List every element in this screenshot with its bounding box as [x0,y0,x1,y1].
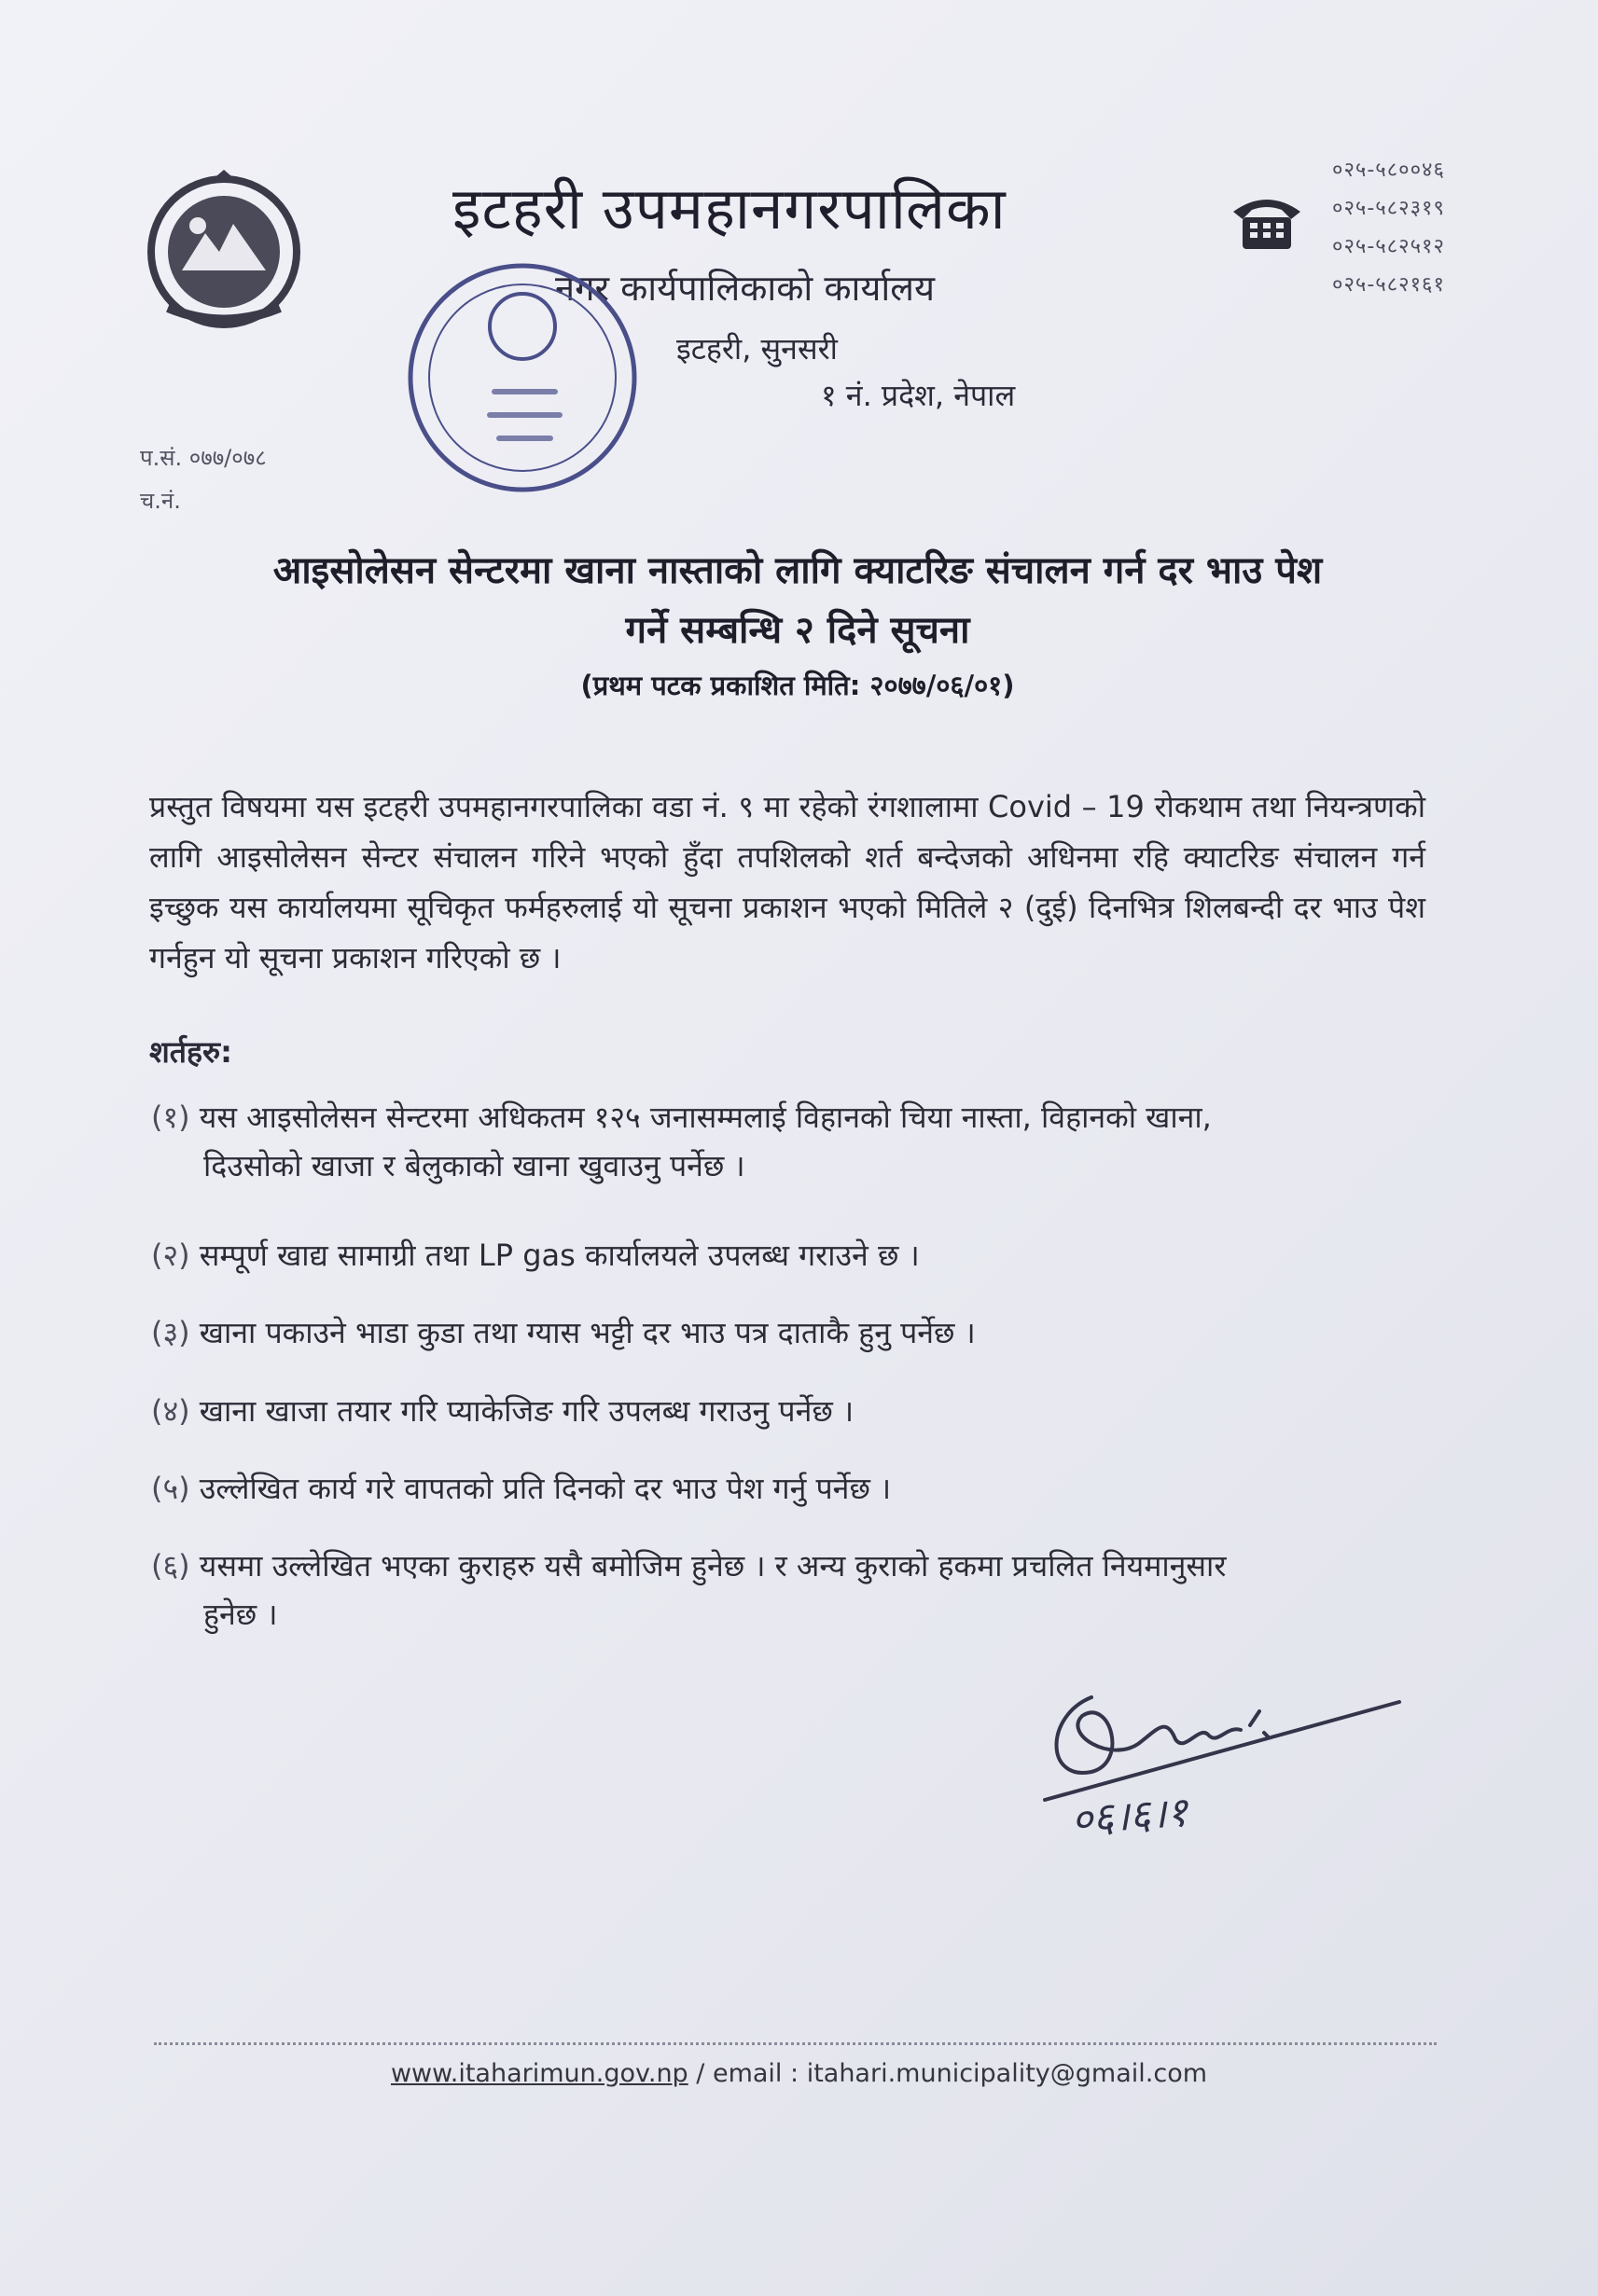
notice-body: प्रस्तुत विषयमा यस इटहरी उपमहानगरपालिका वडा नं. ९ मा रहेको रंगशालामा Covid – 19 रोकथाम तथा नियन्त्रणको लागि आइसोलेसन सेन्टर संचालन गरिने भएको हुँदा तपशिलको शर्त बन्देजको अधिनमा रहि क्याटरिङ संचालन गर्न इच्छुक यस कार्यालयमा सूचिकृत फर्महरुलाई यो सूचना प्रकाशन भएको मितिले २ (दुई) दिनभित्र शिलबन्दी दर भाउ पेश गर्नहुन यो सूचना प्रकाशन गरिएको छ । [149,789,1425,975]
condition-text: यसमा उल्लेखित भएका कुराहरु यसै बमोजिम हुनेछ । र अन्य कुराको हकमा प्रचलित नियमानुसार [199,1548,1227,1584]
email-link[interactable]: itahari.municipality@gmail.com [806,2059,1208,2088]
phone-number: ०२५-५८२१६१ [1332,273,1445,297]
reference-number: प.सं. ०७७/०७८ [140,445,267,471]
notice-heading [140,541,1455,707]
municipality-title: इटहरी उपमहानगरपालिका [452,174,1007,242]
phone-number: ०२५-५८००४६ [1332,159,1445,182]
condition-number: (६) [151,1548,190,1584]
office-stamp-icon [396,252,648,504]
condition-item [151,1231,1427,1279]
phone-number: ०२५-५८२३१९ [1332,197,1445,220]
signature-icon [1026,1660,1418,1893]
reference-block [140,436,267,522]
footer-separator: / email : [688,2059,807,2088]
phone-number: ०२५-५८२५१२ [1332,235,1445,258]
conditions-title: शर्तहरु: [149,1034,232,1070]
condition-text: यस आइसोलेसन सेन्टरमा अधिकतम १२५ जनासम्मलाई विहानको चिया नास्ता, विहानको खाना, [199,1100,1212,1135]
heading-line-1: आइसोलेसन सेन्टरमा खाना नास्ताको लागि क्याटरिङ संचालन गर्न दर भाउ पेश [272,549,1323,592]
condition-number: (१) [151,1100,190,1135]
condition-text: उल्लेखित कार्य गरे वापतको प्रति दिनको दर भाउ पेश गर्नु पर्नेछ । [199,1471,892,1506]
nepal-emblem-icon [140,168,308,336]
publish-date: (प्रथम पटक प्रकाशित मिति: २०७७/०६/०१) [580,670,1015,701]
condition-text-continued: दिउसोको खाजा र बेलुकाको खाना खुवाउनु पर्नेछ । [203,1148,745,1183]
condition-item [151,1542,1427,1639]
condition-item [151,1387,1427,1435]
condition-number: (३) [151,1315,190,1350]
condition-number: (५) [151,1471,190,1506]
heading-line-2: गर्ने सम्बन्धि २ दिने सूचना [625,609,970,652]
website-link[interactable]: www.itaharimun.gov.np [390,2059,688,2088]
condition-text-continued: हुनेछ । [203,1597,278,1632]
condition-item [151,1093,1427,1190]
office-city: इटहरी, सुनसरी [676,331,838,367]
office-province: १ नं. प्रदेश, नेपाल [821,378,1016,413]
condition-text: खाना पकाउने भाडा कुडा तथा ग्यास भट्टी दर भाउ पत्र दाताकै हुनु पर्नेछ । [199,1315,976,1350]
footer-divider [154,2042,1437,2045]
dispatch-number: च.नं. [140,488,181,514]
footer [0,2059,1598,2088]
condition-item [151,1308,1427,1357]
signature-date: ०६।६।१ [1069,1788,1189,1845]
condition-number: (२) [151,1238,190,1273]
telephone-icon [1230,191,1304,253]
phone-list [1332,151,1445,304]
condition-text: सम्पूर्ण खाद्य सामाग्री तथा LP gas कार्यालयले उपलब्ध गराउने छ । [199,1238,920,1273]
condition-text: खाना खाजा तयार गरि प्याकेजिङ गरि उपलब्ध गराउनु पर्नेछ । [199,1393,855,1429]
office-name: नगर कार्यपालिकाको कार्यालय [555,268,936,309]
condition-number: (४) [151,1393,190,1429]
condition-item [151,1464,1427,1513]
